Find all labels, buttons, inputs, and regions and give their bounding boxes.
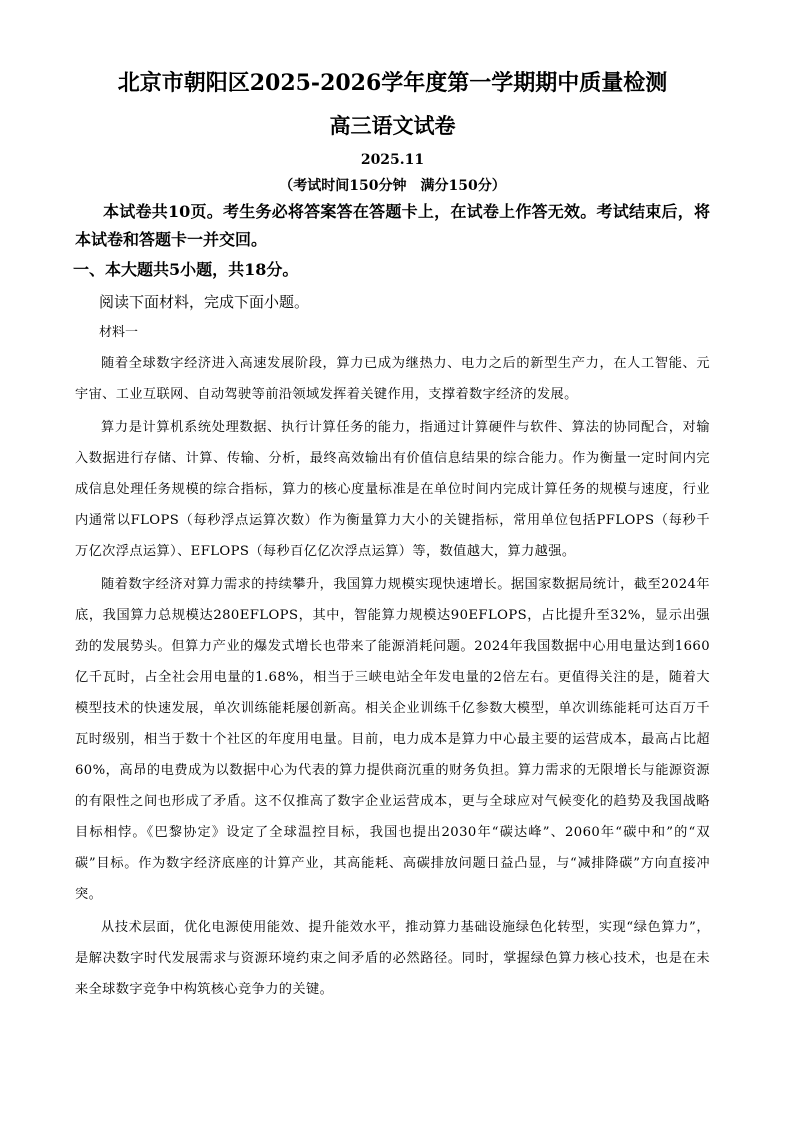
- paragraph: 算力是计算机系统处理数据、执行计算任务的能力，指通过计算硬件与软件、算法的协同配合，对输入数据进行存储、计算、传输、分析，最终高效输出有价值信息结果的综合能力。作为衡量一定时间内完成信息处理任务规模的综合指标，算力的核心度量标准是在单位时间内完成计算任务的规模与速度，行业内通常以FLOPS（每秒浮点运算次数）作为衡量算力大小的关键指标，常用单位包括PFLOPS（每秒千万亿次浮点运算）、EFLOPS（每秒百亿亿次浮点运算）等，数值越大，算力越强。: [75, 420, 710, 559]
- paragraph: 随着数字经济对算力需求的持续攀升，我国算力规模实现快速增长。据国家数据局统计，截至2024年底，我国算力总规模达280EFLOPS，其中，智能算力规模达90EFLOPS，占比提升至32%，显示出强劲的发展势头。但算力产业的爆发式增长也带来了能源消耗问题。2024年我国数据中心用电量达到1660亿千瓦时，占全社会用电量的1.68%，相当于三峡电站全年发电量的2倍左右。更值得关注的是，随着大模型技术的快速发展，单次训练能耗屡创新高。相关企业训练千亿参数大模型，单次训练能耗可达百万千瓦时级别，相当于数十个社区的年度用电量。目前，电力成本是算力中心最主要的运营成本，最高占比超60%，高昂的电费成为以数据中心为代表的算力提供商沉重的财务负担。算力需求的无限增长与能源资源的有限性之间也形成了矛盾。这不仅推高了数字企业运营成本，更与全球应对气候变化的趋势及我国战略目标相悖。《巴黎协定》设定了全球温控目标，我国也提出2030年“碳达峰”、2060年“碳中和”的“双碳”目标。作为数字经济底座的计算产业，其高能耗、高碳排放问题日益凸显，与“减排降碳”方向直接冲突。: [75, 577, 710, 902]
- section-heading: 一、本大题共5小题，共18分。: [73, 260, 299, 279]
- paragraph: 从技术层面，优化电源使用能效、提升能效水平，推动算力基础设施绿色化转型，实现“绿色算力”，是解决数字时代发展需求与资源环境约束之间矛盾的必然路径。同时，掌握绿色算力核心技术，也是在未来全球数字竞争中构筑核心竞争力的关键。: [75, 920, 710, 997]
- document-subtitle: 高三语文试卷: [329, 113, 456, 138]
- paragraph: 随着全球数字经济进入高速发展阶段，算力已成为继热力、电力之后的新型生产力，在人工智能、元宇宙、工业互联网、自动驾驶等前沿领域发挥着关键作用，支撑着数字经济的发展。: [75, 356, 710, 402]
- exam-time-and-score: （考试时间150分钟 满分150分）: [279, 178, 506, 194]
- document-title: 北京市朝阳区2025-2026学年度第一学期期中质量检测: [117, 70, 668, 96]
- reading-prompt: 阅读下面材料，完成下面小题。: [99, 293, 310, 311]
- exam-date: 2025.11: [360, 152, 425, 168]
- material-label: 材料一: [99, 325, 139, 340]
- exam-instructions: 本试卷共10页。考生务必将答案答在答题卡上，在试卷上作答无效。考试结束后，将本试卷和答题卡一并交回。: [75, 202, 710, 249]
